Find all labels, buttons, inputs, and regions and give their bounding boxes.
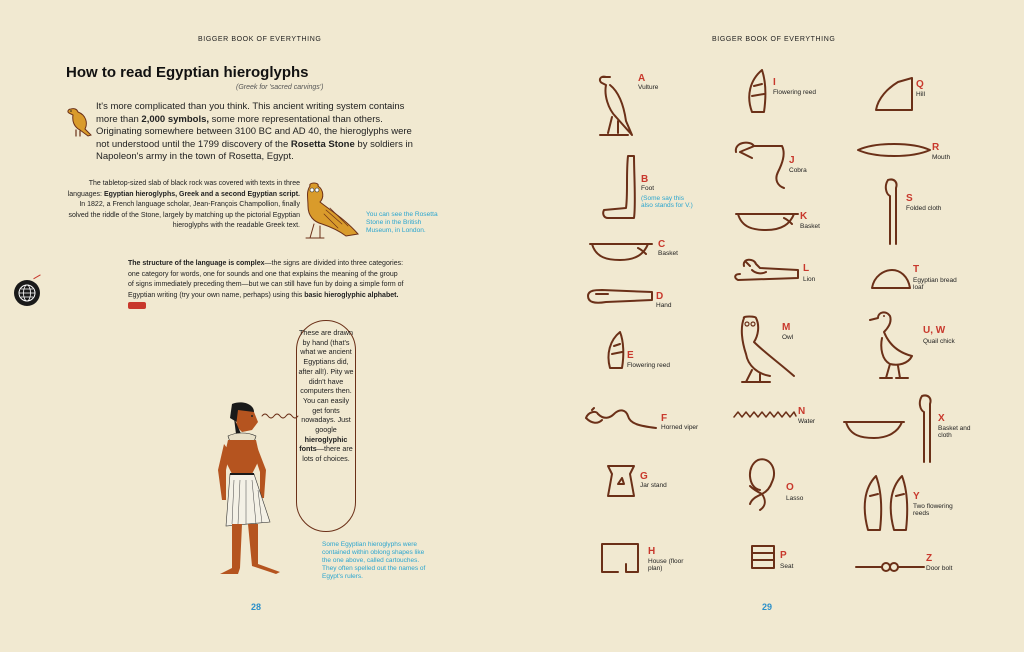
letter-p: P bbox=[780, 550, 787, 561]
label-q: Hill bbox=[916, 91, 926, 98]
house-glyph-icon bbox=[600, 542, 642, 574]
cartouche-text: These are drawn by hand (that's what we ancient Egyptians did, after all!). Pity we didn't have computers then. You can easily get fonts nowadays. Just google hieroglyphic fonts—there are lots of choices. bbox=[298, 328, 354, 464]
letter-n: N bbox=[798, 406, 806, 417]
egyptian-man-illustration bbox=[214, 400, 304, 578]
letter-r: R bbox=[932, 142, 940, 153]
label-m: Owl bbox=[782, 334, 794, 341]
label-d: Hand bbox=[656, 302, 672, 309]
mouth-glyph-icon bbox=[856, 140, 932, 160]
letter-l: L bbox=[803, 263, 810, 274]
jar-stand-glyph-icon bbox=[604, 464, 638, 500]
letter-m: M bbox=[782, 322, 791, 333]
letter-e: E bbox=[627, 350, 634, 361]
note-b: (Some say this also stands for V.) bbox=[641, 195, 693, 210]
label-y: Two flowering reeds bbox=[913, 503, 953, 518]
lasso-glyph-icon bbox=[742, 456, 782, 512]
label-s: Folded cloth bbox=[906, 205, 942, 212]
page-subtitle: (Greek for 'sacred carvings') bbox=[236, 84, 324, 91]
letter-y: Y bbox=[913, 491, 920, 502]
flowering-reed-glyph-icon bbox=[744, 68, 770, 114]
cobra-glyph-icon bbox=[730, 138, 788, 190]
door-bolt-glyph-icon bbox=[854, 560, 926, 574]
letter-o: O bbox=[786, 482, 794, 493]
letter-h: H bbox=[648, 546, 656, 557]
running-head-right: BIGGER BOOK OF EVERYTHING bbox=[712, 36, 836, 43]
label-f: Horned viper bbox=[661, 424, 699, 431]
label-e: Flowering reed bbox=[627, 362, 670, 369]
letter-j: J bbox=[789, 155, 795, 166]
letter-g: G bbox=[640, 471, 648, 482]
rosetta-stone-paragraph: The tabletop-sized slab of black rock was covered with texts in three languages: Egyptian hieroglyphs, Greek and a second Egyptian script. In 1822, a French language scholar, Jean-François Champollion, finally solved the riddle of the Stone, largely by matching up the pictorial Egyptian hieroglyphs with the readable Greek text. bbox=[67, 180, 300, 229]
label-z: Door bolt bbox=[926, 565, 953, 572]
hill-glyph-icon bbox=[872, 76, 916, 114]
letter-x: X bbox=[938, 413, 945, 424]
owl-icon bbox=[302, 180, 364, 242]
folded-cloth-glyph-icon bbox=[880, 176, 904, 248]
letter-a: A bbox=[638, 73, 646, 84]
basket-and-cloth-glyph-icon bbox=[842, 392, 938, 466]
label-b: Foot bbox=[641, 185, 655, 192]
label-o: Lasso bbox=[786, 495, 804, 502]
flowering-reed-glyph-icon bbox=[604, 330, 628, 370]
quail-chick-glyph-icon bbox=[868, 306, 922, 380]
seat-glyph-icon bbox=[748, 542, 778, 572]
label-t: Egyptian bread loaf bbox=[913, 277, 957, 292]
pointing-hand-icon bbox=[128, 302, 146, 309]
label-j: Cobra bbox=[789, 167, 807, 174]
structure-paragraph: The structure of the language is complex—the signs are divided into three categories: one category for words, one for sounds and one that explains the meaning of the group of signs immediately preceding them—but we can still have fun by doing a simple form of Egyptian writing (try your own name, perhaps) using this basic hieroglyphic alphabet. bbox=[128, 259, 404, 312]
label-uw: Quail chick bbox=[923, 338, 955, 345]
label-p: Seat bbox=[780, 563, 794, 570]
water-glyph-icon bbox=[732, 410, 798, 420]
letter-uw: U, W bbox=[923, 325, 946, 336]
vulture-glyph-icon bbox=[596, 73, 636, 139]
two-flowering-reeds-glyph-icon bbox=[860, 474, 916, 534]
lion-glyph-icon bbox=[732, 256, 802, 288]
label-a: Vulture bbox=[638, 84, 659, 91]
globe-icon bbox=[14, 280, 40, 306]
label-h: House (floor plan) bbox=[648, 558, 684, 573]
label-g: Jar stand bbox=[640, 482, 667, 489]
horned-viper-glyph-icon bbox=[584, 406, 660, 432]
vulture-icon bbox=[64, 103, 94, 139]
page-number-right: 29 bbox=[762, 602, 773, 612]
letter-i: I bbox=[773, 77, 776, 88]
cartouche-caption: Some Egyptian hieroglyphs were contained within oblong shapes like the one above, called cartouches. They often spelled out the names of Egypt's rulers. bbox=[322, 541, 426, 580]
label-c: Basket bbox=[658, 250, 678, 257]
foot-glyph-icon bbox=[600, 154, 640, 220]
intro-paragraph: It's more complicated than you think. This ancient writing system contains more than 2,000 symbols, some more representational than others. Originating somewhere between 3100 BC and AD 40, the hieroglyphs were not understood until the 1799 discovery of the Rosetta Stone by soldiers in Napoleon's army in the town of Rosetta, Egypt. bbox=[96, 101, 413, 162]
label-i: Flowering reed bbox=[773, 89, 816, 96]
bread-loaf-glyph-icon bbox=[870, 268, 912, 292]
letter-s: S bbox=[906, 193, 913, 204]
label-l: Lion bbox=[803, 276, 816, 283]
page-number-left: 28 bbox=[251, 602, 262, 612]
museum-note: You can see the Rosetta Stone in the British Museum, in London. bbox=[366, 211, 438, 235]
running-head-left: BIGGER BOOK OF EVERYTHING bbox=[198, 36, 322, 43]
letter-b: B bbox=[641, 174, 649, 185]
letter-t: T bbox=[913, 264, 920, 275]
letter-z: Z bbox=[926, 553, 933, 564]
label-n: Water bbox=[798, 418, 816, 425]
letter-c: C bbox=[658, 239, 666, 250]
letter-k: K bbox=[800, 211, 808, 222]
letter-q: Q bbox=[916, 79, 924, 90]
letter-d: D bbox=[656, 291, 664, 302]
label-r: Mouth bbox=[932, 154, 951, 161]
speech-wave bbox=[262, 412, 298, 420]
owl-glyph-icon bbox=[738, 314, 800, 384]
basket-glyph-icon bbox=[588, 240, 658, 262]
label-k: Basket bbox=[800, 223, 820, 230]
letter-f: F bbox=[661, 413, 668, 424]
label-x: Basket and cloth bbox=[938, 425, 971, 440]
hand-glyph-icon bbox=[586, 286, 656, 308]
page-title: How to read Egyptian hieroglyphs bbox=[66, 64, 309, 81]
basket-glyph-icon bbox=[734, 210, 802, 234]
